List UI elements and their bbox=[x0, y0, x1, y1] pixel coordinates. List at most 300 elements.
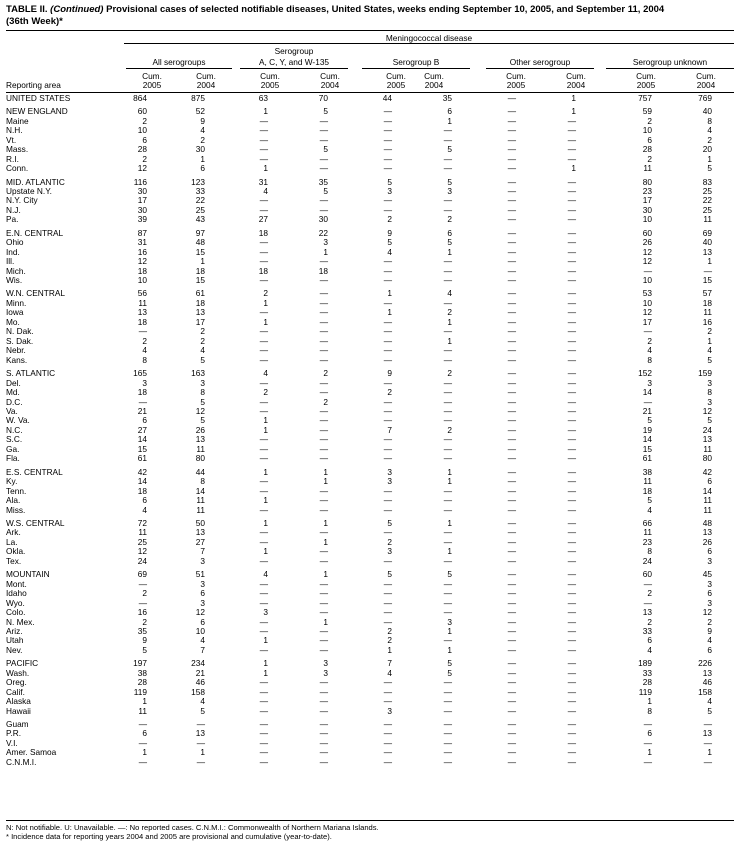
value-cell: — bbox=[383, 527, 392, 538]
col-header-cum: Cum. bbox=[636, 71, 656, 81]
value-cell: — bbox=[259, 756, 268, 767]
value-cell: 3 bbox=[323, 667, 328, 678]
value-cell: 197 bbox=[133, 658, 147, 669]
value-cell: — bbox=[507, 625, 516, 636]
value-cell: — bbox=[138, 326, 147, 337]
value-cell: 2 bbox=[647, 153, 652, 164]
value-cell: 12 bbox=[642, 307, 652, 318]
value-cell: 4 bbox=[200, 125, 205, 136]
value-cell: — bbox=[567, 354, 576, 365]
table-row bbox=[0, 758, 740, 767]
value-cell: — bbox=[443, 607, 452, 618]
reporting-area-cell: Utah bbox=[6, 635, 24, 646]
value-cell: 45 bbox=[702, 569, 712, 580]
value-cell: 72 bbox=[137, 517, 147, 528]
reporting-area-cell: Minn. bbox=[6, 297, 27, 308]
value-cell: 7 bbox=[200, 644, 205, 655]
value-cell: — bbox=[383, 265, 392, 276]
value-cell: — bbox=[383, 686, 392, 697]
value-cell: 26 bbox=[642, 237, 652, 248]
reporting-area-cell: W. Va. bbox=[6, 415, 30, 426]
value-cell: 4 bbox=[707, 696, 712, 707]
value-cell: 8 bbox=[142, 354, 147, 365]
value-cell: — bbox=[319, 335, 328, 346]
value-cell: — bbox=[567, 246, 576, 257]
value-cell: 1 bbox=[707, 747, 712, 758]
reporting-area-cell: Alaska bbox=[6, 696, 31, 707]
value-cell: 9 bbox=[200, 115, 205, 126]
value-cell: — bbox=[319, 597, 328, 608]
value-cell: 18 bbox=[137, 485, 147, 496]
table-row bbox=[0, 248, 740, 257]
value-cell: — bbox=[507, 728, 516, 739]
value-cell: 18 bbox=[195, 297, 205, 308]
value-cell: 4 bbox=[142, 504, 147, 515]
value-cell: 14 bbox=[137, 476, 147, 487]
value-cell: — bbox=[507, 588, 516, 599]
value-cell: 5 bbox=[707, 705, 712, 716]
value-cell: — bbox=[319, 288, 328, 299]
value-cell: — bbox=[703, 737, 712, 748]
value-cell: 1 bbox=[447, 335, 452, 346]
value-cell: — bbox=[138, 578, 147, 589]
col-header-year: 2004 bbox=[320, 80, 340, 90]
value-cell: — bbox=[507, 578, 516, 589]
value-cell: — bbox=[507, 485, 516, 496]
value-cell: — bbox=[259, 728, 268, 739]
value-cell: 10 bbox=[642, 275, 652, 286]
value-cell: — bbox=[319, 354, 328, 365]
table-row bbox=[0, 506, 740, 515]
table-row bbox=[0, 164, 740, 173]
value-cell: 2 bbox=[200, 335, 205, 346]
disease-heading: Meningococcal disease bbox=[385, 33, 473, 43]
value-cell: 2 bbox=[447, 214, 452, 225]
value-cell: 30 bbox=[137, 186, 147, 196]
value-cell: 158 bbox=[698, 686, 712, 697]
value-cell: 2 bbox=[707, 616, 712, 627]
value-cell: — bbox=[507, 227, 516, 238]
value-cell: — bbox=[319, 405, 328, 416]
table-row bbox=[0, 477, 740, 486]
value-cell: — bbox=[443, 134, 452, 145]
reporting-area-cell: Ky. bbox=[6, 476, 18, 487]
value-cell: 4 bbox=[707, 345, 712, 356]
value-cell: 6 bbox=[647, 134, 652, 145]
reporting-area-cell: Mass. bbox=[6, 144, 29, 155]
value-cell: 1 bbox=[263, 424, 268, 435]
value-cell: — bbox=[383, 607, 392, 618]
col-rule-2 bbox=[240, 68, 348, 69]
value-cell: 6 bbox=[200, 163, 205, 174]
value-cell: — bbox=[567, 214, 576, 225]
value-cell: 5 bbox=[707, 354, 712, 365]
reporting-area-cell: Wash. bbox=[6, 667, 30, 678]
value-cell: 2 bbox=[142, 115, 147, 126]
value-cell: — bbox=[507, 153, 516, 164]
value-cell: 2 bbox=[323, 368, 328, 379]
value-cell: — bbox=[319, 424, 328, 435]
value-cell: — bbox=[567, 153, 576, 164]
value-cell: — bbox=[259, 256, 268, 267]
reporting-area-cell: Ark. bbox=[6, 527, 21, 538]
table-row bbox=[0, 435, 740, 444]
value-cell: — bbox=[319, 527, 328, 538]
table-row bbox=[0, 659, 740, 668]
value-cell: 30 bbox=[642, 204, 652, 215]
value-cell: — bbox=[507, 265, 516, 276]
reporting-area-cell: S. ATLANTIC bbox=[6, 368, 56, 379]
value-cell: 13 bbox=[195, 307, 205, 318]
value-cell: 1 bbox=[263, 495, 268, 506]
col-header-year: 2004 bbox=[696, 80, 716, 90]
value-cell: — bbox=[567, 227, 576, 238]
table-row bbox=[0, 318, 740, 327]
value-cell: 1 bbox=[263, 316, 268, 327]
value-cell: 11 bbox=[138, 705, 147, 716]
title-text: Provisional cases of selected notifiable diseases, United States, weeks ending September 10, 2005, and September 11, 2004 bbox=[106, 4, 665, 15]
value-cell: — bbox=[319, 453, 328, 464]
value-cell: — bbox=[259, 434, 268, 445]
reporting-area-cell: MID. ATLANTIC bbox=[6, 176, 65, 187]
value-cell: 12 bbox=[642, 256, 652, 267]
value-cell: — bbox=[383, 396, 392, 407]
value-cell: — bbox=[567, 195, 576, 206]
value-cell: 14 bbox=[642, 434, 652, 445]
value-cell: 12 bbox=[702, 607, 712, 618]
value-cell: — bbox=[319, 728, 328, 739]
value-cell: — bbox=[507, 546, 516, 557]
value-cell: 13 bbox=[642, 607, 652, 618]
title-continued: (Continued) bbox=[50, 4, 104, 15]
value-cell: — bbox=[507, 696, 516, 707]
reporting-area-cell: V.I. bbox=[6, 737, 18, 748]
reporting-area-cell: D.C. bbox=[6, 396, 23, 407]
value-cell: 63 bbox=[258, 93, 268, 103]
value-cell: 3 bbox=[707, 396, 712, 407]
reporting-area-cell: Guam bbox=[6, 718, 29, 729]
value-cell: 80 bbox=[642, 176, 652, 187]
reporting-area-cell: Wis. bbox=[6, 275, 23, 286]
value-cell: — bbox=[383, 256, 392, 267]
value-cell: 5 bbox=[647, 415, 652, 426]
table-row bbox=[0, 416, 740, 425]
value-cell: 12 bbox=[702, 405, 712, 416]
value-cell: — bbox=[259, 396, 268, 407]
value-cell: 17 bbox=[137, 195, 147, 206]
value-cell: — bbox=[259, 625, 268, 636]
value-cell: 15 bbox=[195, 246, 205, 257]
reporting-area-cell: UNITED STATES bbox=[6, 93, 71, 103]
value-cell: 25 bbox=[702, 204, 712, 215]
col-header-year: 2004 bbox=[566, 80, 586, 90]
col-header-cum: Cum. bbox=[506, 71, 526, 81]
value-cell: 5 bbox=[200, 705, 205, 716]
value-cell: — bbox=[383, 434, 392, 445]
table-row bbox=[0, 178, 740, 187]
table-row bbox=[0, 519, 740, 528]
value-cell: — bbox=[259, 125, 268, 136]
value-cell: 5 bbox=[387, 176, 392, 187]
value-cell: — bbox=[383, 405, 392, 416]
value-cell: — bbox=[567, 495, 576, 506]
value-cell: 2 bbox=[142, 153, 147, 164]
reporting-area-cell: N.H. bbox=[6, 125, 23, 136]
value-cell: 83 bbox=[702, 176, 712, 187]
value-cell: — bbox=[507, 536, 516, 547]
value-cell: 17 bbox=[642, 316, 652, 327]
value-cell: — bbox=[643, 265, 652, 276]
value-cell: — bbox=[259, 504, 268, 515]
value-cell: 1 bbox=[447, 115, 452, 126]
value-cell: — bbox=[507, 275, 516, 286]
value-cell: 1 bbox=[707, 335, 712, 346]
value-cell: — bbox=[567, 527, 576, 538]
table-row bbox=[0, 379, 740, 388]
value-cell: — bbox=[319, 504, 328, 515]
value-cell: 11 bbox=[138, 527, 147, 538]
value-cell: — bbox=[259, 677, 268, 688]
value-cell: 6 bbox=[707, 644, 712, 655]
value-cell: 1 bbox=[571, 93, 576, 103]
group-all: All serogroups bbox=[152, 57, 206, 67]
value-cell: 2 bbox=[263, 288, 268, 299]
value-cell: 33 bbox=[195, 186, 205, 196]
value-cell: 13 bbox=[702, 246, 712, 257]
value-cell: — bbox=[383, 578, 392, 589]
value-cell: 1 bbox=[707, 153, 712, 164]
value-cell: — bbox=[319, 297, 328, 308]
value-cell: 9 bbox=[387, 368, 392, 379]
value-cell: 28 bbox=[137, 677, 147, 688]
value-cell: 33 bbox=[642, 625, 652, 636]
value-cell: — bbox=[567, 316, 576, 327]
value-cell: 757 bbox=[638, 93, 652, 103]
table-row bbox=[0, 707, 740, 716]
value-cell: 14 bbox=[137, 434, 147, 445]
value-cell: — bbox=[507, 144, 516, 155]
value-cell: — bbox=[567, 377, 576, 388]
value-cell: 1 bbox=[647, 747, 652, 758]
value-cell: 11 bbox=[703, 495, 712, 506]
value-cell: 4 bbox=[263, 368, 268, 379]
value-cell: 9 bbox=[707, 625, 712, 636]
col-rule-1 bbox=[126, 68, 232, 69]
value-cell: 21 bbox=[137, 405, 147, 416]
header-bottom-rule bbox=[6, 92, 734, 93]
value-cell: — bbox=[443, 265, 452, 276]
value-cell: — bbox=[567, 453, 576, 464]
value-cell: — bbox=[443, 453, 452, 464]
value-cell: 1 bbox=[263, 658, 268, 669]
value-cell: — bbox=[567, 616, 576, 627]
value-cell: — bbox=[567, 728, 576, 739]
col-rule-3 bbox=[362, 68, 470, 69]
value-cell: — bbox=[443, 195, 452, 206]
value-cell: 12 bbox=[642, 246, 652, 257]
table-row bbox=[0, 426, 740, 435]
value-cell: 61 bbox=[195, 288, 205, 299]
col-header-year: 2004 bbox=[196, 80, 216, 90]
value-cell: — bbox=[507, 747, 516, 758]
value-cell: 769 bbox=[698, 93, 712, 103]
value-cell: — bbox=[443, 204, 452, 215]
value-cell: 18 bbox=[195, 265, 205, 276]
value-cell: — bbox=[319, 345, 328, 356]
footer-rule bbox=[6, 820, 734, 821]
value-cell: — bbox=[567, 265, 576, 276]
value-cell: 1 bbox=[263, 415, 268, 426]
table-row bbox=[0, 589, 740, 598]
value-cell: — bbox=[319, 696, 328, 707]
table-row bbox=[0, 487, 740, 496]
value-cell: — bbox=[259, 153, 268, 164]
table-row bbox=[0, 107, 740, 116]
value-cell: — bbox=[383, 134, 392, 145]
value-cell: 1 bbox=[263, 635, 268, 646]
value-cell: 1 bbox=[571, 163, 576, 174]
value-cell: 57 bbox=[702, 288, 712, 299]
value-cell: — bbox=[319, 204, 328, 215]
reporting-area-cell: Kans. bbox=[6, 354, 28, 365]
value-cell: — bbox=[507, 658, 516, 669]
group-b: Serogroup B bbox=[392, 57, 440, 67]
value-cell: — bbox=[507, 93, 516, 103]
value-cell: 6 bbox=[200, 588, 205, 599]
value-cell: — bbox=[567, 176, 576, 187]
value-cell: 48 bbox=[195, 237, 205, 248]
value-cell: 2 bbox=[142, 335, 147, 346]
table-row bbox=[0, 388, 740, 397]
value-cell: 27 bbox=[195, 536, 205, 547]
value-cell: — bbox=[507, 204, 516, 215]
value-cell: — bbox=[383, 326, 392, 337]
value-cell: 25 bbox=[195, 204, 205, 215]
value-cell: 97 bbox=[195, 227, 205, 238]
value-cell: 31 bbox=[137, 237, 147, 248]
value-cell: 3 bbox=[263, 607, 268, 618]
value-cell: — bbox=[259, 588, 268, 599]
value-cell: — bbox=[383, 125, 392, 136]
value-cell: 10 bbox=[137, 275, 147, 286]
value-cell: — bbox=[567, 696, 576, 707]
value-cell: 5 bbox=[447, 658, 452, 669]
value-cell: — bbox=[443, 405, 452, 416]
value-cell: — bbox=[443, 635, 452, 646]
value-cell: — bbox=[507, 607, 516, 618]
table-row bbox=[0, 257, 740, 266]
value-cell: — bbox=[319, 718, 328, 729]
value-cell: — bbox=[319, 434, 328, 445]
value-cell: — bbox=[319, 256, 328, 267]
col-header-year: 2005 bbox=[260, 80, 280, 90]
value-cell: — bbox=[383, 316, 392, 327]
col-header-cum: Cum. bbox=[696, 71, 716, 81]
value-cell: — bbox=[567, 345, 576, 356]
value-cell: 30 bbox=[137, 204, 147, 215]
table-row bbox=[0, 94, 740, 103]
value-cell: — bbox=[507, 737, 516, 748]
value-cell: 1 bbox=[323, 466, 328, 477]
value-cell: 6 bbox=[447, 227, 452, 238]
reporting-area-cell: Upstate N.Y. bbox=[6, 186, 52, 196]
value-cell: — bbox=[196, 718, 205, 729]
value-cell: — bbox=[443, 434, 452, 445]
reporting-area-cell: N.C. bbox=[6, 424, 23, 435]
value-cell: 3 bbox=[200, 578, 205, 589]
value-cell: — bbox=[319, 607, 328, 618]
value-cell: 6 bbox=[142, 728, 147, 739]
value-cell: 24 bbox=[137, 555, 147, 566]
value-cell: — bbox=[507, 667, 516, 678]
value-cell: 18 bbox=[642, 485, 652, 496]
group-acyw-line1: Serogroup bbox=[274, 46, 314, 56]
value-cell: — bbox=[443, 163, 452, 174]
footnote-legend: N: Not notifiable. U: Unavailable. —: No reported cases. C.N.M.I.: Commonwealth of Northern Mariana Islands. bbox=[6, 823, 379, 832]
value-cell: 35 bbox=[137, 625, 147, 636]
value-cell: — bbox=[507, 195, 516, 206]
value-cell: 14 bbox=[642, 387, 652, 398]
value-cell: — bbox=[443, 696, 452, 707]
value-cell: 1 bbox=[323, 569, 328, 580]
value-cell: 1 bbox=[387, 644, 392, 655]
value-cell: 5 bbox=[707, 415, 712, 426]
value-cell: 6 bbox=[647, 728, 652, 739]
value-cell: — bbox=[443, 555, 452, 566]
value-cell: — bbox=[383, 677, 392, 688]
value-cell: 1 bbox=[263, 667, 268, 678]
table-row bbox=[0, 646, 740, 655]
value-cell: — bbox=[507, 214, 516, 225]
value-cell: — bbox=[383, 443, 392, 454]
value-cell: — bbox=[383, 163, 392, 174]
value-cell: — bbox=[259, 405, 268, 416]
value-cell: 1 bbox=[142, 747, 147, 758]
value-cell: — bbox=[643, 396, 652, 407]
value-cell: 189 bbox=[638, 658, 652, 669]
footnote-asterisk: * Incidence data for reporting years 2004 and 2005 are provisional and cumulative (year-to-date). bbox=[6, 832, 332, 841]
value-cell: — bbox=[319, 307, 328, 318]
reporting-area-cell: Fla. bbox=[6, 453, 20, 464]
value-cell: — bbox=[443, 536, 452, 547]
value-cell: — bbox=[507, 297, 516, 308]
value-cell: — bbox=[507, 106, 516, 117]
reporting-area-cell: Wyo. bbox=[6, 597, 25, 608]
value-cell: 226 bbox=[698, 658, 712, 669]
reporting-area-cell: Va. bbox=[6, 405, 18, 416]
value-cell: — bbox=[319, 125, 328, 136]
value-cell: 40 bbox=[702, 237, 712, 248]
value-cell: — bbox=[259, 597, 268, 608]
value-cell: — bbox=[507, 705, 516, 716]
value-cell: 2 bbox=[200, 134, 205, 145]
value-cell: — bbox=[567, 756, 576, 767]
value-cell: — bbox=[567, 517, 576, 528]
value-cell: — bbox=[383, 115, 392, 126]
value-cell: — bbox=[567, 288, 576, 299]
value-cell: — bbox=[383, 297, 392, 308]
value-cell: — bbox=[567, 677, 576, 688]
value-cell: 18 bbox=[258, 265, 268, 276]
table-row bbox=[0, 739, 740, 748]
value-cell: 6 bbox=[142, 495, 147, 506]
value-cell: — bbox=[319, 635, 328, 646]
value-cell: 4 bbox=[647, 504, 652, 515]
value-cell: 3 bbox=[707, 555, 712, 566]
value-cell: 11 bbox=[703, 307, 712, 318]
value-cell: 2 bbox=[323, 396, 328, 407]
table-row bbox=[0, 599, 740, 608]
